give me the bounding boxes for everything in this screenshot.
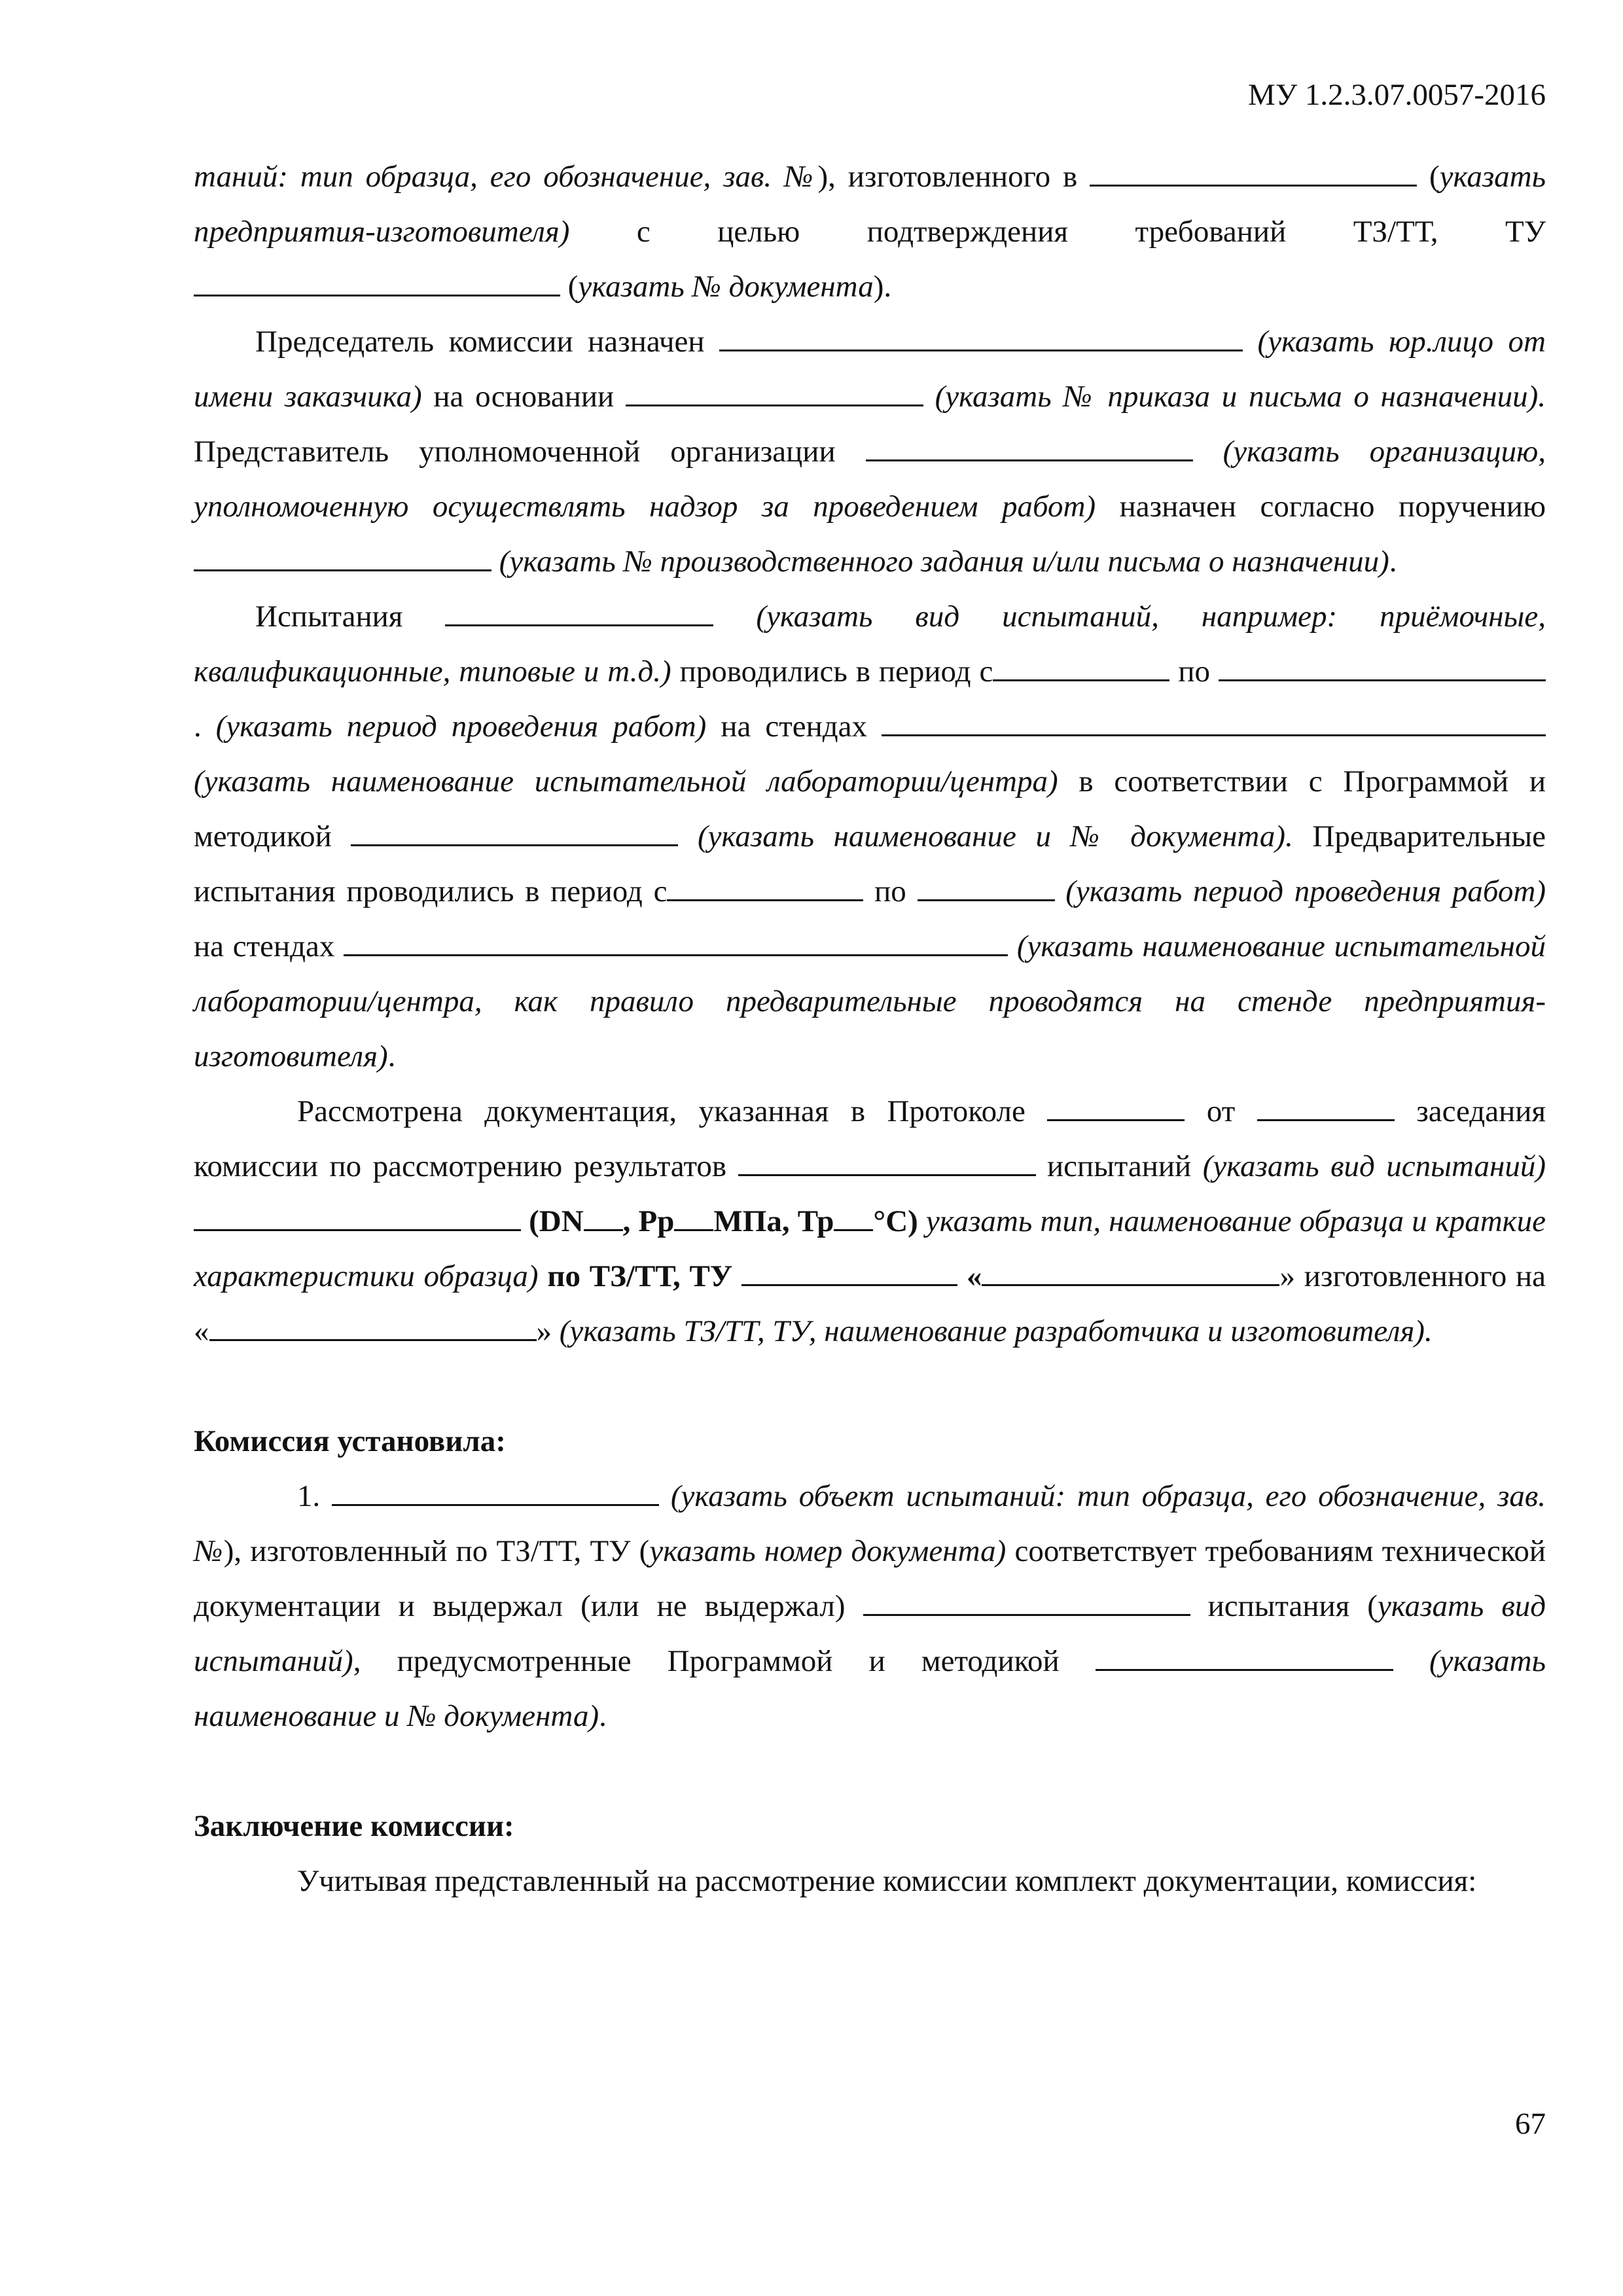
- text: 1.: [297, 1479, 332, 1513]
- blank-field: [351, 818, 678, 846]
- bold-text: , Рр: [622, 1204, 675, 1238]
- text: .: [387, 1039, 396, 1073]
- blank-field: [344, 928, 1008, 956]
- text: .: [194, 709, 216, 744]
- text: соответствует требованиям технической документации и выдержал (или не выдержал): [194, 1534, 1546, 1623]
- text: .: [1389, 545, 1397, 579]
- text: Предварительные испытания проводились в период с: [194, 819, 1546, 908]
- blank-field: [882, 708, 1546, 736]
- text: испытания (: [1190, 1589, 1378, 1623]
- blank-field: [1257, 1093, 1395, 1121]
- blank-field: [863, 1588, 1190, 1616]
- text: Испытания: [255, 600, 446, 634]
- blank-field: [993, 653, 1169, 681]
- italic-note: (указать ТЗ/ТТ, ТУ, наименование разработчика и изготовителя).: [552, 1314, 1433, 1348]
- text: ), изготовленного в: [817, 160, 1090, 194]
- italic-note: (указать объект испытаний: тип образца, его обозначение, зав. №: [194, 1479, 1546, 1568]
- italic-note: указать номер документа): [649, 1534, 1007, 1568]
- blank-field: [1090, 158, 1417, 187]
- text: ), изготовленный по ТЗ/ТТ, ТУ (: [223, 1534, 650, 1568]
- text: по: [863, 874, 918, 908]
- document-code: МУ 1.2.3.07.0057-2016: [1248, 78, 1546, 112]
- heading-commission-established: Комиссия установила:: [194, 1424, 506, 1458]
- text: проводились в период с: [671, 655, 993, 689]
- text: на стендах: [194, 929, 344, 963]
- paragraph-object: [194, 149, 1546, 314]
- blank-field: [1219, 653, 1546, 681]
- text: (: [560, 270, 579, 304]
- italic-note: (указать юр.лицо от имени заказчика): [194, 325, 1546, 414]
- blank-field: [194, 268, 560, 296]
- blank-field: [194, 1203, 521, 1231]
- text: Председатель комиссии назначен: [255, 325, 720, 359]
- paragraph-documentation: [194, 1084, 1546, 1359]
- text: Рассмотрена документация, указанная в Протоколе: [297, 1094, 1048, 1128]
- bold-text: МПа, Тр: [713, 1204, 834, 1238]
- text: , предусмотренные Программой и методикой: [353, 1644, 1096, 1678]
- blank-field: [667, 873, 863, 901]
- text: заседания комиссии по рассмотрению результатов: [194, 1094, 1546, 1183]
- text: испытаний: [1035, 1149, 1203, 1183]
- blank-field: [445, 598, 713, 626]
- paragraph-item-1: [194, 1469, 1546, 1744]
- italic-note: (указать период проведения работ): [215, 709, 707, 744]
- text: на стендах: [706, 709, 882, 744]
- italic-note: (указать период проведения работ): [1054, 874, 1546, 908]
- bold-text: по ТЗ/ТТ, ТУ: [538, 1259, 742, 1293]
- italic-note: указать вид испытаний): [194, 1589, 1546, 1678]
- italic-note: таний: тип образца, его обозначение, зав. №: [194, 160, 818, 194]
- text: ).: [873, 270, 892, 304]
- text: с целью подтверждения требований ТЗ/ТТ, ТУ: [569, 215, 1546, 249]
- blank-field: [719, 323, 1243, 351]
- text: .: [599, 1699, 607, 1733]
- blank-field: [584, 1203, 623, 1231]
- text: на основании: [421, 380, 626, 414]
- italic-note: (указать наименование и № документа).: [678, 819, 1293, 853]
- italic-note: указать предприятия-изготовителя): [194, 160, 1546, 249]
- blank-field: [918, 873, 1055, 901]
- paragraph-chairman: [194, 314, 1546, 589]
- blank-field: [1096, 1643, 1393, 1671]
- blank-field: [674, 1203, 713, 1231]
- blank-field: [209, 1313, 537, 1341]
- bold-text: «: [957, 1259, 982, 1293]
- italic-note: (указать № приказа и письма о назначении).: [923, 380, 1546, 414]
- italic-note: (указать вид испытаний): [1202, 1149, 1546, 1183]
- text: в соответствии с Программой и методикой: [194, 764, 1546, 853]
- text: » изготовленного на «: [194, 1259, 1546, 1348]
- page-number: 67: [1515, 2107, 1546, 2141]
- text: по: [1169, 655, 1219, 689]
- spacer: [194, 1359, 1546, 1414]
- italic-note: (указать вид испытаний, например: приёмочные, квалификационные, типовые и т.д.): [194, 600, 1546, 689]
- blank-field: [741, 1258, 957, 1286]
- blank-field: [332, 1478, 659, 1506]
- italic-note: (указать организацию, уполномоченную осуществлять надзор за проведением работ): [194, 435, 1546, 524]
- text: (: [1417, 160, 1440, 194]
- text: назначен согласно поручению: [1096, 490, 1546, 524]
- italic-note: (указать наименование и № документа): [194, 1644, 1546, 1733]
- italic-note: указать тип, наименование образца и краткие характеристики образца): [194, 1204, 1546, 1293]
- text: от: [1185, 1094, 1257, 1128]
- paragraph-conclusion: Учитывая представленный на рассмотрение комиссии комплект документации, комиссия:: [297, 1864, 1477, 1898]
- blank-field: [626, 378, 923, 406]
- text: »: [536, 1314, 552, 1348]
- text: Представитель уполномоченной организации: [194, 435, 866, 469]
- blank-field: [834, 1203, 873, 1231]
- italic-note: (указать наименование испытательной лаборатории/центра, как правило предварительные проводятся на стенде предприятия-изготовителя): [194, 929, 1546, 1073]
- paragraph-tests: [194, 589, 1546, 1084]
- heading-commission-conclusion: Заключение комиссии:: [194, 1809, 514, 1843]
- blank-field: [866, 433, 1193, 461]
- italic-note: указать № документа: [578, 270, 874, 304]
- document-body: [194, 149, 1546, 1909]
- bold-text: (DN: [521, 1204, 584, 1238]
- blank-field: [982, 1258, 1279, 1286]
- italic-note: (указать наименование испытательной лаборатории/центра): [194, 764, 1058, 798]
- blank-field: [738, 1148, 1036, 1176]
- italic-note: (указать № производственного задания и/или письма о назначении): [491, 545, 1389, 579]
- blank-field: [194, 543, 491, 571]
- bold-text: °С): [873, 1204, 918, 1238]
- blank-field: [1047, 1093, 1185, 1121]
- spacer: [194, 1744, 1546, 1799]
